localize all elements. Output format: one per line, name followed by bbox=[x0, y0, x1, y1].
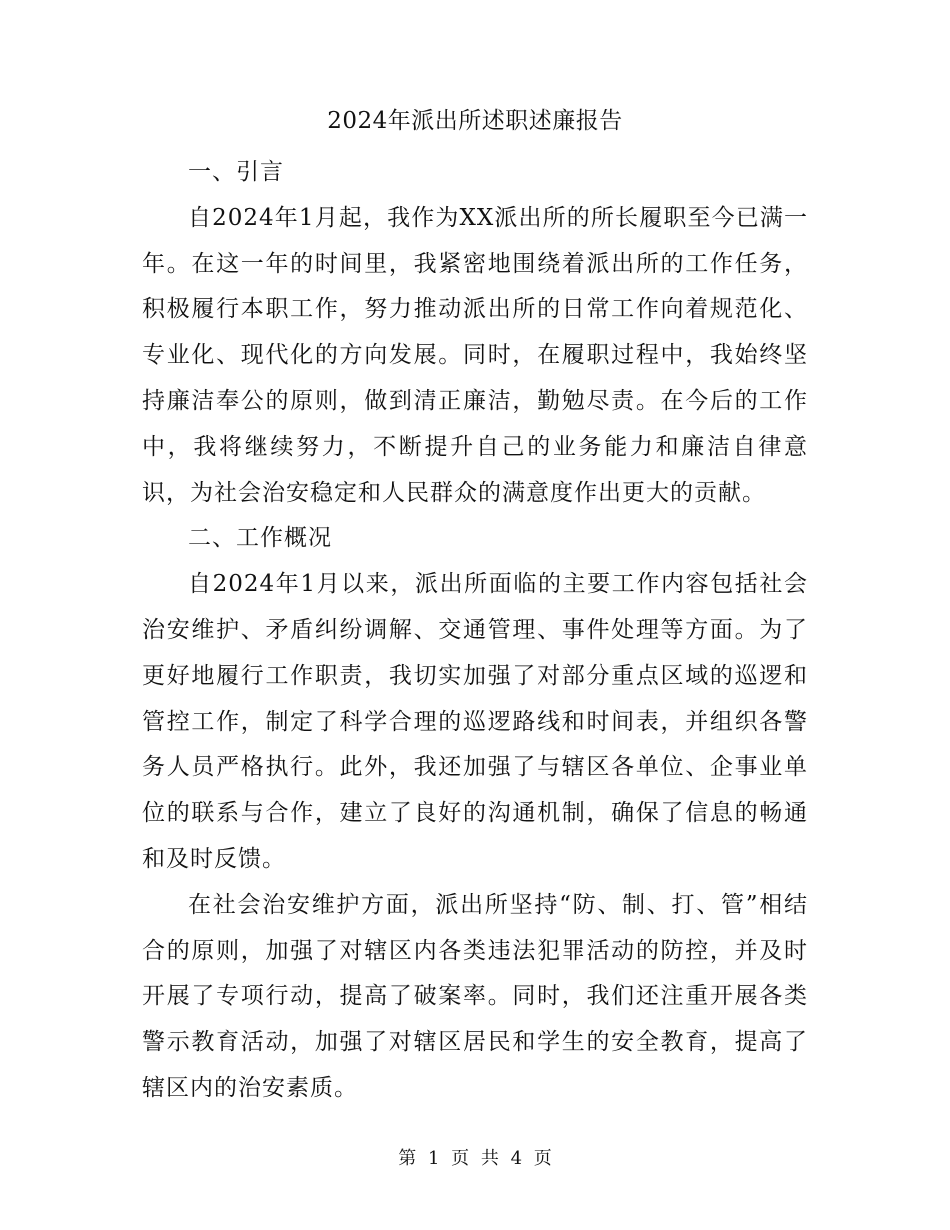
document-body bbox=[142, 150, 808, 1112]
paragraph-introduction: 自2024年1月起，我作为XX派出所的所长履职至今已满一年。在这一年的时间里，我紧密地围绕着派出所的工作任务，积极履行本职工作，努力推动派出所的日常工作向着规范化、专业化、现代化的方向发展。同时，在履职过程中，我始终坚持廉洁奉公的原则，做到清正廉洁，勤勉尽责。在今后的工作中，我将继续努力，不断提升自己的业务能力和廉洁自律意识，为社会治安稳定和人民群众的满意度作出更大的贡献。 bbox=[142, 204, 808, 506]
page-number-footer: 第 1 页 共 4 页 bbox=[398, 1148, 552, 1169]
paragraph-work-overview: 自2024年1月以来，派出所面临的主要工作内容包括社会治安维护、矛盾纠纷调解、交通管理、事件处理等方面。为了更好地履行工作职责，我切实加强了对部分重点区域的巡逻和管控工作，制定了科学合理的巡逻路线和时间表，并组织各警务人员严格执行。此外，我还加强了与辖区各单位、企事业单位的联系与合作，建立了良好的沟通机制，确保了信息的畅通和及时反馈。 bbox=[142, 571, 808, 872]
document-title: 2024年派出所述职述廉报告 bbox=[327, 108, 623, 134]
paragraph-public-security: 在社会治安维护方面，派出所坚持“防、制、打、管”相结合的原则，加强了对辖区内各类违法犯罪活动的防控，并及时开展了专项行动，提高了破案率。同时，我们还注重开展各类警示教育活动，加强了对辖区居民和学生的安全教育，提高了辖区内的治安素质。 bbox=[142, 891, 808, 1101]
section-heading-work-overview: 二、工作概况 bbox=[188, 525, 332, 552]
section-heading-introduction: 一、引言 bbox=[188, 159, 284, 185]
